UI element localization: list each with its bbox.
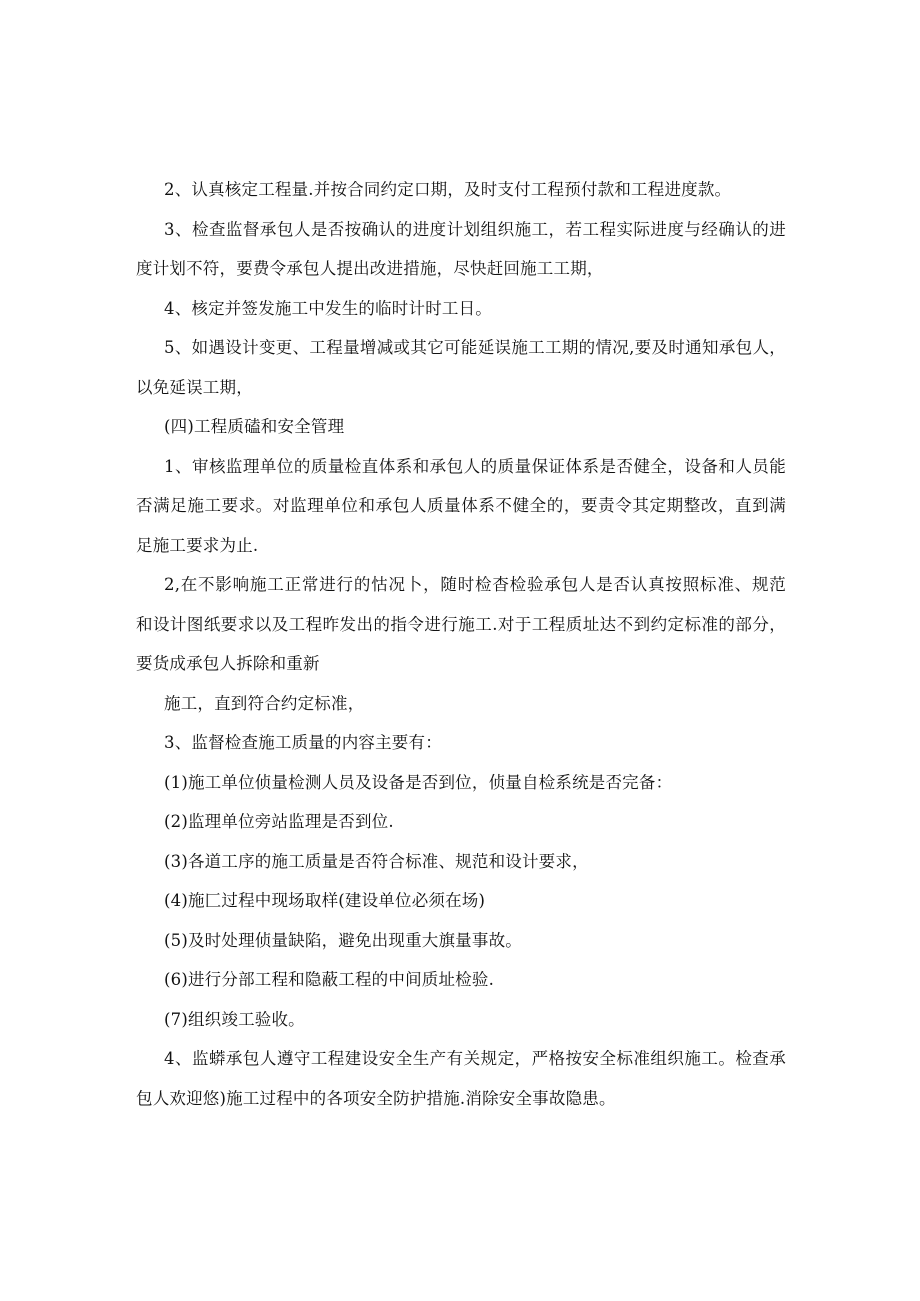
paragraph-5-line-2: 以免延误工期，: [136, 377, 253, 397]
item-1-line-1: 1、审核监理单位的质量检直体系和承包人的质量保证体系是否健全，设备和人员能: [164, 456, 786, 476]
section-heading: (四)工程质磕和安全管理: [164, 417, 345, 436]
item-1-line-3: 足施工要求为止.: [136, 535, 259, 555]
sub-item-5: (5)及时处理侦量缺陷，避免出现重大旗量事故。: [164, 930, 522, 950]
item-4-line-2: 包人欢迎悠)施工过程中的各项安全防护措施.消除安全事故隐患。: [136, 1088, 616, 1108]
sub-item-7: (7)组织竣工验收。: [164, 1009, 305, 1029]
paragraph-2: 2、认真核定工程量.并按合同约定口期，及时支付工程预付款和工程进度款。: [164, 180, 732, 199]
item-2-continuation: 施工，直到符合约定标准，: [164, 693, 365, 713]
item-4-line-1: 4、监蟒承包人遵守工程建设安全生产有关规定，严格按安全标准组织施工。检查承: [164, 1049, 786, 1068]
sub-item-2: (2)监理单位旁站监理是否到位.: [164, 812, 394, 831]
sub-item-6: (6)进行分部工程和隐蔽工程的中间质址检验.: [164, 970, 495, 989]
item-1-line-2: 否满足施工要求。对监理单位和承包人质量体系不健全的，要责令其定期整改，直到满: [136, 496, 786, 515]
sub-item-3: (3)各道工序的施工质量是否符合标准、规范和设计要求，: [164, 851, 589, 871]
item-2-line-3: 要货成承包人拆除和重新: [136, 654, 320, 673]
document-body: [136, 170, 786, 1118]
paragraph-3-line-1: 3、检查监督承包人是否按确认的进度计划组织施工，若工程实际进度与经确认的进: [164, 219, 786, 239]
sub-item-1: (1)施工单位侦量检测人员及设备是否到位，侦量自检系统是否完备：: [164, 772, 673, 792]
paragraph-3-line-2: 度计划不符，要费令承包人提出改进措施，尽快赶回施工工期，: [136, 259, 604, 278]
paragraph-4: 4、核定并签发施工中发生的临时计时工日。: [164, 298, 492, 318]
item-2-line-1: 2,在不影响施工正常进行的怙况卜，随时检杳检验承包人是否认真按照标准、规范: [164, 575, 786, 594]
item-3-heading: 3、监督检查施工质量的内容主要有：: [164, 733, 442, 752]
sub-item-4: (4)施匚过程中现场取样(建设单位必须在场): [164, 891, 486, 910]
item-2-line-2: 和设计图纸要求以及工程昨发出的指令进行施工.对于工程质址达不到约定标准的部分，: [136, 614, 786, 634]
paragraph-5-line-1: 5、如遇设计变更、工程量增减或其它可能延误施工工期的情况,要及时通知承包人，: [164, 338, 786, 357]
